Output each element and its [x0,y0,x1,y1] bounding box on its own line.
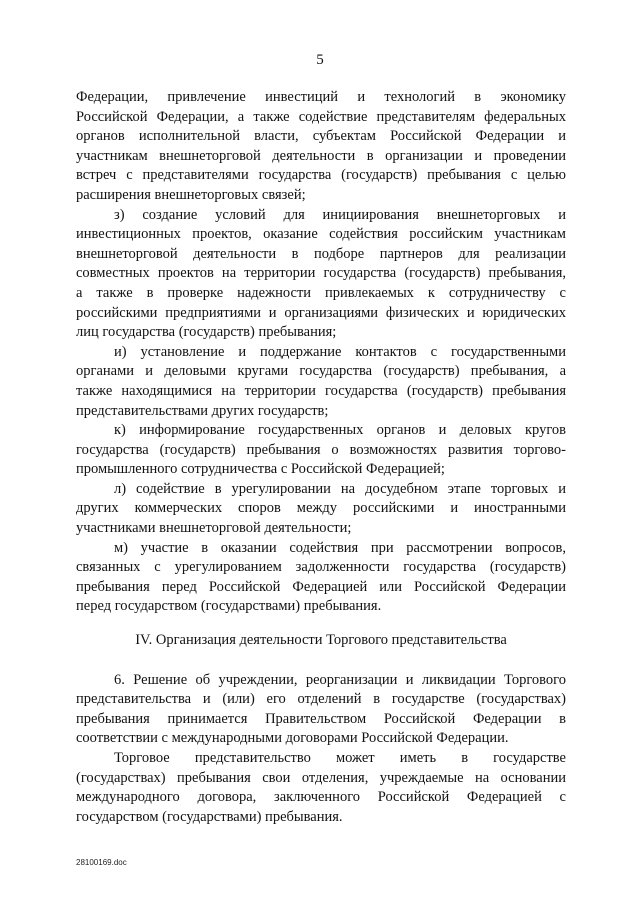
text-line: м) участие в оказании содействия при рассмотрении вопросов, [114,539,566,556]
text-line: 6. Решение об учреждении, реорганизации и ликвидации Торгового [114,671,566,688]
text-line: инвестиционных проектов, оказание содействия российским участникам [76,226,566,243]
text-line: представительства и (или) его отделений в государстве (государствах) [76,691,566,708]
text-line: Торговое представительство может иметь в государстве [114,750,566,766]
text-line: государства (государств) пребывания о возможностях развития торгово- [76,441,566,458]
text-line: соответствии с международными договорами Российской Федерации. [76,730,509,747]
section-heading: IV. Организация деятельности Торгового представительства [135,632,507,649]
text-line: и) установление и поддержание контактов с государственными [114,343,566,360]
document-body [76,88,566,827]
paragraph-item-l [76,480,566,539]
paragraph-item-z [76,206,566,343]
text-line: Российской Федерации, а также содействие представителям федеральных [76,108,566,125]
text-line: расширения внешнеторговых связей; [76,186,306,203]
text-line: л) содействие в урегулировании на досудебном этапе торговых и [114,480,566,497]
text-line: з) создание условий для инициирования внешнеторговых и [114,206,566,223]
page-number: 5 [316,52,324,68]
paragraph-trade-office [76,749,566,827]
text-line: российскими предприятиями и организациями физических и юридических [76,304,566,321]
paragraph-continuation [76,88,566,206]
text-line: Федерации, привлечение инвестиций и технологий в экономику [76,89,566,105]
text-line: государством (государствами) пребывания. [76,808,343,825]
text-line: также находящимися на территории государства (государств) пребывания [76,382,566,399]
text-line: связанных с урегулированием задолженности государства (государств) [76,559,566,576]
paragraph-item-6 [76,671,566,749]
text-line: пребывания принимается Правительством Российской Федерации в [76,710,566,727]
text-line: международного договора, заключенного Российской Федерацией с [76,789,566,806]
file-name-footer: 28100169.doc [76,858,127,867]
text-line: других коммерческих споров между российскими и иностранными [76,500,566,517]
text-line: пребывания перед Российской Федерацией или Российской Федерации [76,578,566,595]
paragraph-item-m [76,539,566,617]
text-line: внешнеторговой деятельности в подборе партнеров для реализации [76,245,566,262]
text-line: (государствах) пребывания свои отделения, учреждаемые на основании [76,769,566,786]
paragraph-item-i [76,343,566,421]
text-line: встреч с представителями государства (государств) пребывания с целью [76,167,566,184]
text-line: промышленного сотрудничества с Российской Федерацией; [76,461,445,478]
paragraph-item-k [76,421,566,480]
text-line: участникам внешнеторговой деятельности в организации и проведении [76,147,566,164]
text-line: а также в проверке надежности привлекаемых к сотрудничеству с [76,284,566,301]
text-line: представительствами других государств; [76,402,329,419]
text-line: перед государством (государствами) пребывания. [76,598,382,615]
text-line: органами и деловыми кругами государства (государств) пребывания, а [76,363,566,380]
text-line: участниками внешнеторговой деятельности; [76,520,352,537]
text-line: к) информирование государственных органов и деловых кругов [114,422,566,439]
text-line: совместных проектов на территории государства (государств) пребывания, [76,265,566,282]
text-line: органов исполнительной власти, субъектам Российской Федерации и [76,128,566,145]
text-line: лиц государства (государств) пребывания; [76,324,337,341]
